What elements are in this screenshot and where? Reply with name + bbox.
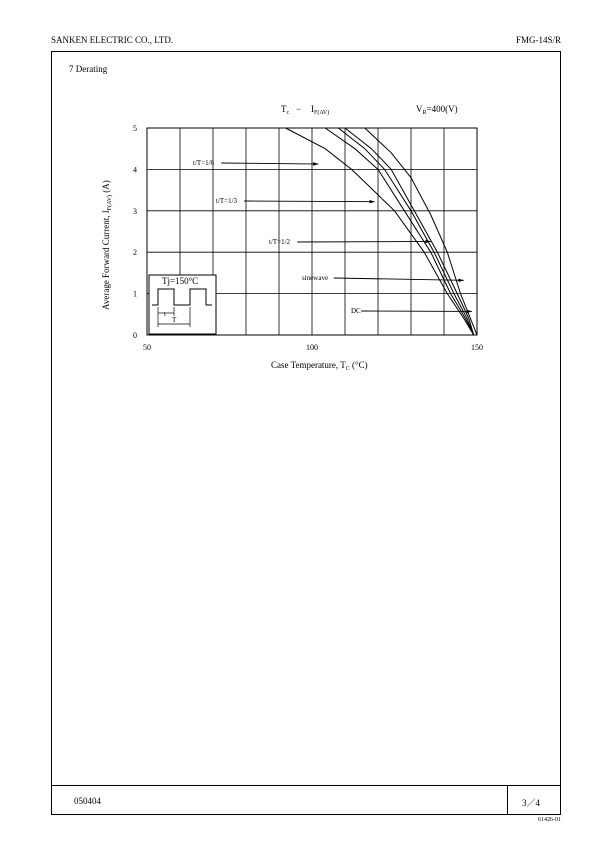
series-t-t-1-3 [325, 128, 474, 335]
y-axis-label: Average Forward Current, $I_{F(AV)}$ (A) [101, 180, 113, 310]
chart-series [286, 128, 477, 335]
footer-divider [507, 786, 508, 814]
chart-title-if: $I_{F(AV)}$ [311, 104, 330, 116]
company-name: SANKEN ELECTRIC CO., LTD. [51, 35, 174, 45]
y-tick-label: 2 [133, 248, 137, 258]
x-axis-label: Case Temperature, $T_C$ (°C) [271, 360, 368, 372]
part-number: FMG-14S/R [515, 35, 561, 45]
annotation-label: t/T=1/2 [269, 238, 291, 246]
annotation-arrow [221, 163, 318, 164]
series-t-t-1-6 [286, 128, 474, 335]
x-tick-label: 50 [143, 343, 151, 352]
footer-date: 050404 [74, 796, 101, 806]
inset-label: Tj=150°C [162, 276, 199, 286]
y-tick-label: 0 [133, 331, 137, 340]
annotation-label: sinewave [302, 274, 329, 282]
section-title: 7 Derating [69, 64, 108, 74]
chart-title-tc: $T_c$ [281, 104, 290, 116]
annotation-label: DC [351, 307, 361, 315]
inset-t-label: t [164, 310, 166, 318]
y-tick-label: 3 [133, 206, 137, 216]
chart-title-vr: $V_R=400(V)$ [416, 104, 458, 116]
annotation-label: t/T=1/6 [193, 159, 215, 167]
tj-inset [149, 275, 216, 334]
annotation-arrow [244, 201, 375, 202]
annotation-label: t/T=1/3 [216, 197, 238, 205]
chart-annotations [193, 159, 472, 315]
footer-page-number: 3／4 [522, 798, 541, 808]
annotation-arrow [297, 241, 431, 242]
footer-bar [51, 786, 561, 815]
document-number: 61426-01 [538, 817, 561, 823]
y-tick-label: 4 [133, 165, 137, 175]
x-tick-label: 100 [306, 343, 318, 352]
x-tick-label: 150 [471, 343, 483, 352]
y-tick-label: 1 [133, 289, 137, 299]
series-t-t-1-2 [338, 128, 473, 335]
y-tick-label: 5 [133, 124, 137, 133]
inset-T-label: T [172, 316, 177, 324]
chart-title-dash: − [296, 104, 302, 114]
